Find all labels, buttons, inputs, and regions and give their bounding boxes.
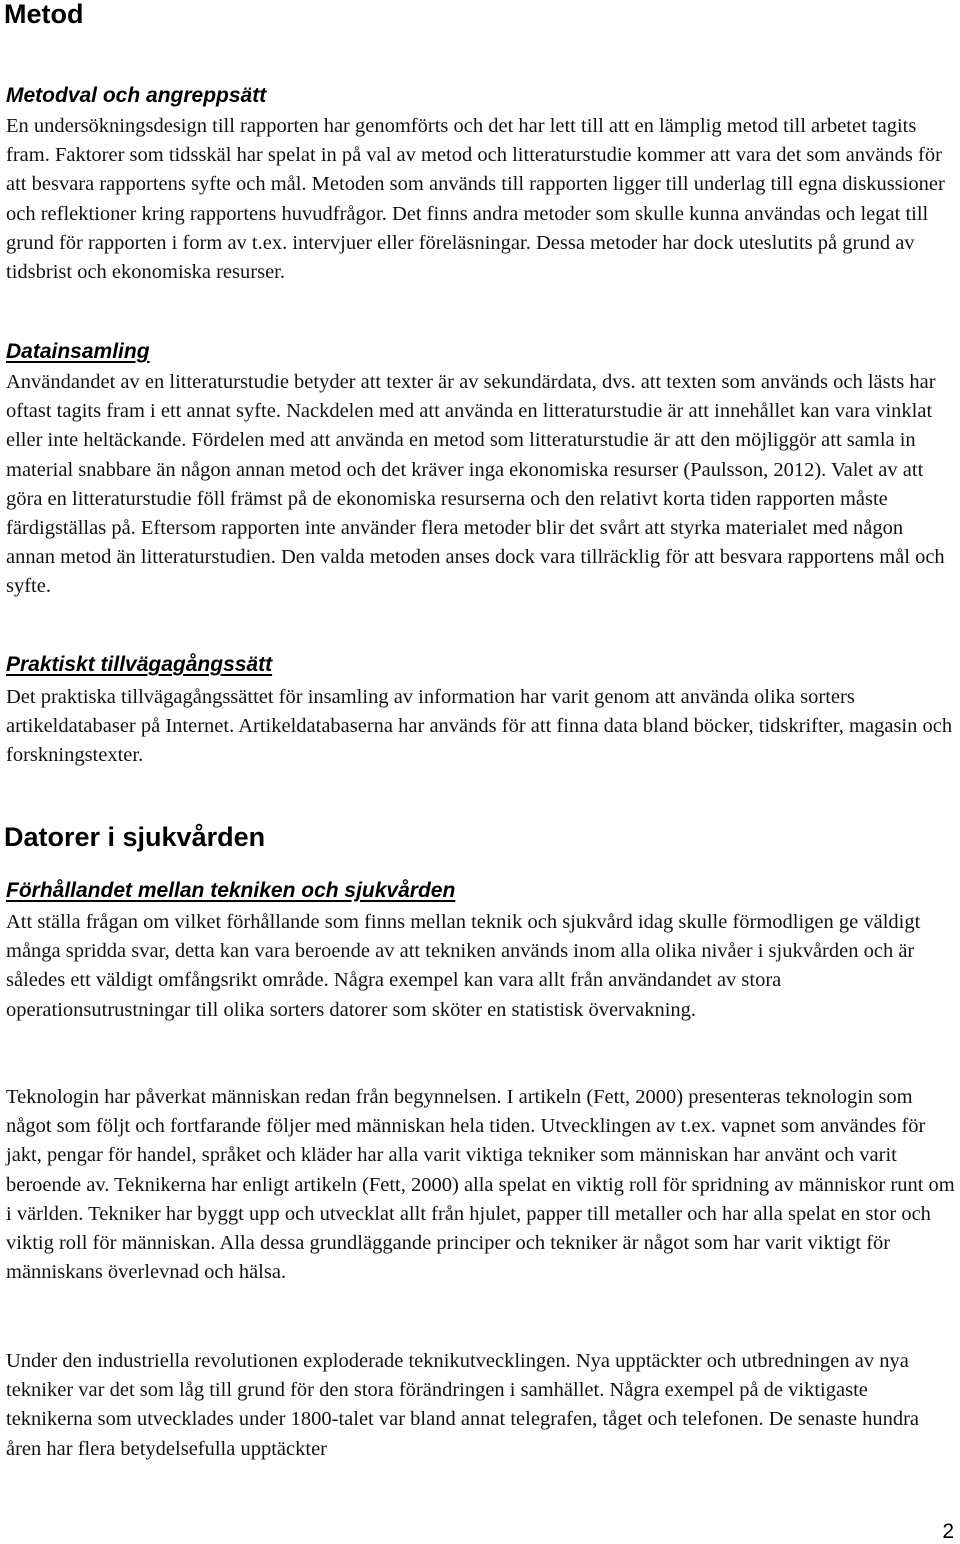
page-number: 2 bbox=[942, 1520, 954, 1543]
heading-praktiskt: Praktiskt tillvägagångssätt bbox=[6, 653, 273, 676]
heading-datainsamling: Datainsamling bbox=[6, 340, 150, 363]
section-title-metod: Metod bbox=[4, 0, 84, 29]
paragraph-forhallandet-2: Teknologin har påverkat människan redan från begynnelsen. I artikeln (Fett, 2000) presenteras teknologin som något som följt och fortfarande följer med människan hela tiden. Utvecklingen av t.ex. vapnet som användes för jakt, pengar för handel, språket och kläder har alla varit viktiga tekniker som människan har använt och varit beroende av. Teknikerna har enligt artikeln (Fett, 2000) alla spelat en viktig roll för spridning av människor runt om i världen. Tekniker har byggt upp och utvecklat allt från hjulet, papper till metaller och har alla spelat en stor och viktig roll för människan. Alla dessa grundläggande principer och tekniker är något som har varit viktigt för människans överlevnad och hälsa. bbox=[6, 1086, 955, 1284]
paragraph-forhallandet-3: Under den industriella revolutionen exploderade teknikutvecklingen. Nya upptäckter och utbredningen av nya tekniker var det som låg till grund för den stora förändringen i samhället. Några exempel på de viktigaste teknikerna som utvecklades under 1800-talet var bland annat telegrafen, tåget och telefonen. De senaste hundra åren har flera betydelsefulla upptäckter bbox=[6, 1350, 920, 1460]
paragraph-forhallandet-1: Att ställa frågan om vilket förhållande som finns mellan teknik och sjukvård idag skulle förmodligen ge väldigt många spridda svar, detta kan vara beroende av att tekniken används inom alla olika nivåer i sjukvården och är således ett väldigt omfångsrikt område. Några exempel kan vara allt från användandet av stora operationsutrustningar till olika sorters datorer som sköter en statistisk övervakning. bbox=[6, 911, 921, 1021]
heading-metodval: Metodval och angreppsätt bbox=[6, 84, 267, 107]
heading-forhallandet: Förhållandet mellan tekniken och sjukvården bbox=[6, 879, 456, 902]
paragraph-metodval: En undersökningsdesign till rapporten har genomförts och det har lett till att en lämplig metod till arbetet tagits fram. Faktorer som tidsskäl har spelat in på val av metod och litteraturstudie kommer att vara det som används för att besvara rapportens syfte och mål. Metoden som används till rapporten ligger till underlag till egna diskussioner och reflektioner kring rapportens huvudfrågor. Det finns andra metoder som skulle kunna användas och legat till grund för rapporten i form av t.ex. intervjuer eller föreläsningar. Dessa metoder har dock uteslutits på grund av tidsbrist och ekonomiska resurser. bbox=[6, 115, 945, 284]
paragraph-datainsamling: Användandet av en litteraturstudie betyder att texter är av sekundärdata, dvs. att texten som används och lästs har oftast tagits fram i ett annat syfte. Nackdelen med att använda en litteraturstudie är att innehållet kan vara vinklat eller inte heltäckande. Fördelen med att använda en metod som litteraturstudie är att den möjliggör att samla in material snabbare än någon annan metod och det kräver inga ekonomiska resurser (Paulsson, 2012). Valet av att göra en litteraturstudie föll främst på de ekonomiska resurserna och den relativt korta tiden rapporten måste färdigställas på. Eftersom rapporten inte använder flera metoder blir det svårt att styrka materialet med någon annan metod än litteraturstudien. Den valda metoden anses dock vara tillräcklig för att besvara rapportens mål och syfte. bbox=[6, 371, 945, 598]
section-title-datorer: Datorer i sjukvården bbox=[4, 822, 266, 852]
paragraph-praktiskt: Det praktiska tillvägagångssättet för insamling av information har varit genom att använda olika sorters artikeldatabaser på Internet. Artikeldatabaserna har används för att finna data bland böcker, tidskrifter, magasin och forskningstexter. bbox=[6, 686, 953, 767]
